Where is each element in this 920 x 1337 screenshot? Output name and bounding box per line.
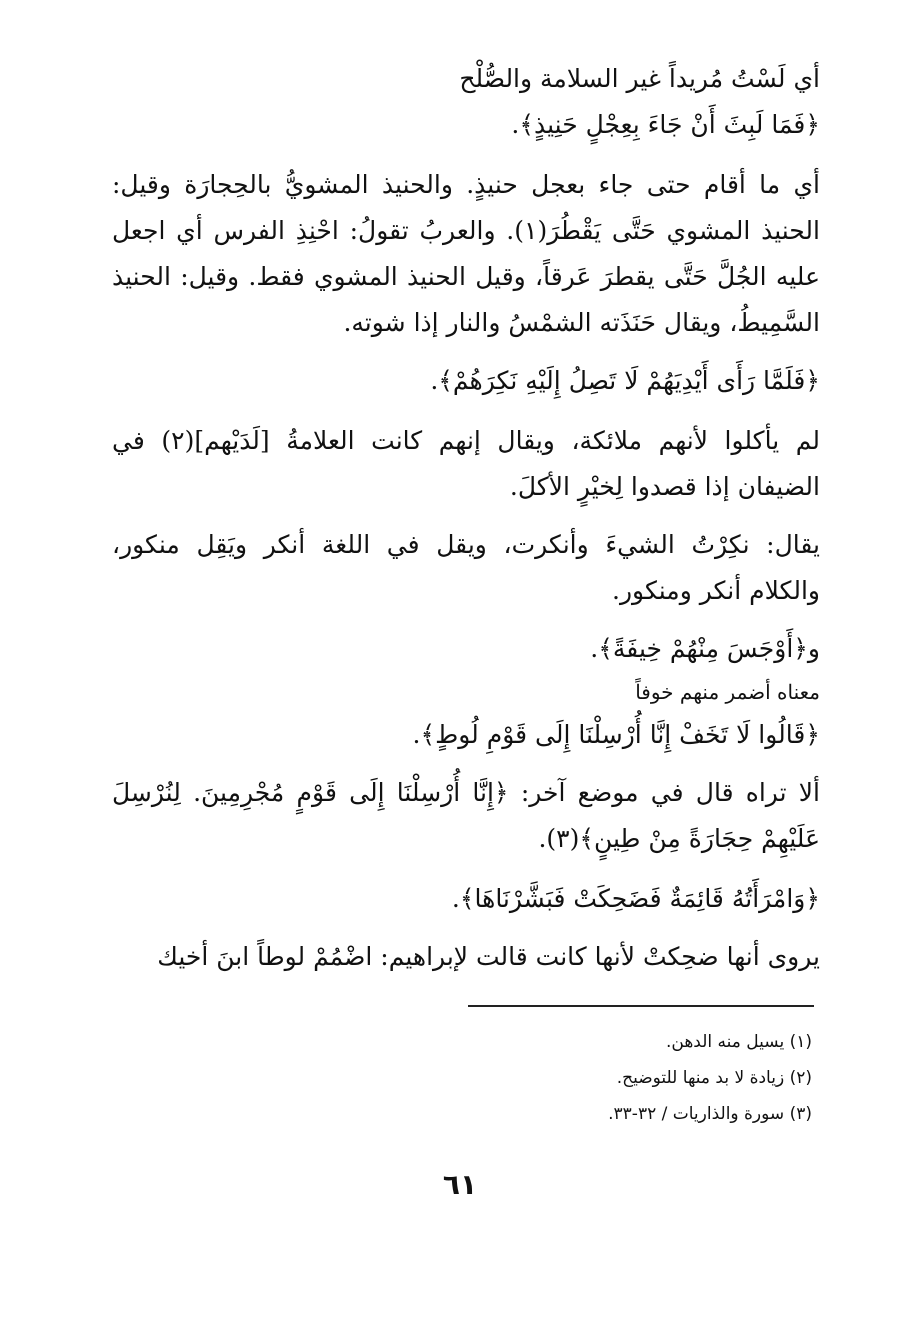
quran-verse: ﴿فَمَا لَبِثَ أَنْ جَاءَ بِعِجْلٍ حَنِيذٍ﴾.: [511, 110, 820, 139]
footnote-item: (١) يسيل منه الدهن.: [665, 1032, 812, 1052]
quran-verse: ﴿فَلَمَّا رَأَى أَيْدِيَهُمْ لَا تَصِلُ إِلَيْهِ نَكِرَهُمْ﴾.: [430, 366, 820, 395]
paragraph-2: أي ما أقام حتى جاء بعجل حنيذٍ. والحنيذ المشويُّ بالحِجارَة وقيل: الحنيذ المشوي حَتَّى يَقْطُرَ(١). والعربُ تقولُ: احْنِذِ الفرس أي اجعل عليه الجُلَّ حَتَّى يقطرَ عَرقاً، وقيل الحنيذ المشوي فقط. وقيل: الحنيذ السَّمِيطُ، ويقال حَنَذَته الشمْسُ والنار إذا شوته.: [112, 170, 820, 337]
paragraph-1: [120, 56, 820, 148]
text-line: معناه أضمر منهم خوفاً: [635, 680, 820, 704]
footnotes: [300, 1024, 812, 1132]
text-line: أي لَسْتُ مُريداً غير السلامة والصُّلْح: [459, 64, 820, 93]
quran-verse: و﴿أَوْجَسَ مِنْهُمْ خِيفَةً﴾.: [590, 634, 820, 663]
paragraph-4: لم يأكلوا لأنهم ملائكة، ويقال إنهم كانت العلامةُ [لَدَيْهم](٢) في الضيفان إذا قصدوا لِخيْرٍ الأكلَ.: [112, 426, 820, 501]
footnote-divider: [468, 1005, 814, 1007]
paragraph-8: ألا تراه قال في موضع آخر: ﴿إِنَّا أُرْسِلْنَا إِلَى قَوْمٍ مُجْرِمِينَ. لِنُرْسِلَ عَلَيْهِمْ حِجَارَةً مِنْ طِينٍ﴾(٣).: [112, 778, 820, 853]
footnote-item: (٣) سورة والذاريات / ٣٢-٣٣.: [608, 1104, 812, 1124]
quran-verse: ﴿وَامْرَأَتُهُ قَائِمَةٌ فَضَحِكَتْ فَبَشَّرْنَاهَا﴾.: [451, 884, 820, 913]
paragraph-6: [120, 626, 820, 758]
quran-verse: ﴿قَالُوا لَا تَخَفْ إِنَّا أُرْسِلْنَا إِلَى قَوْمِ لُوطٍ﴾.: [412, 720, 820, 749]
page-number: ٦١: [442, 1168, 478, 1201]
paragraph-5: يقال: نكِرْتُ الشيءَ وأنكرت، ويقل في اللغة أنكر ويَقِل منكور، والكلام أنكر ومنكور.: [112, 530, 820, 605]
footnote-item: (٢) زيادة لا بد منها للتوضيح.: [616, 1068, 812, 1088]
paragraph-10: يروى أنها ضحِكتْ لأنها كانت قالت لإبراهيم: اضْمُمْ لوطاً ابنَ أخيك: [157, 942, 820, 971]
